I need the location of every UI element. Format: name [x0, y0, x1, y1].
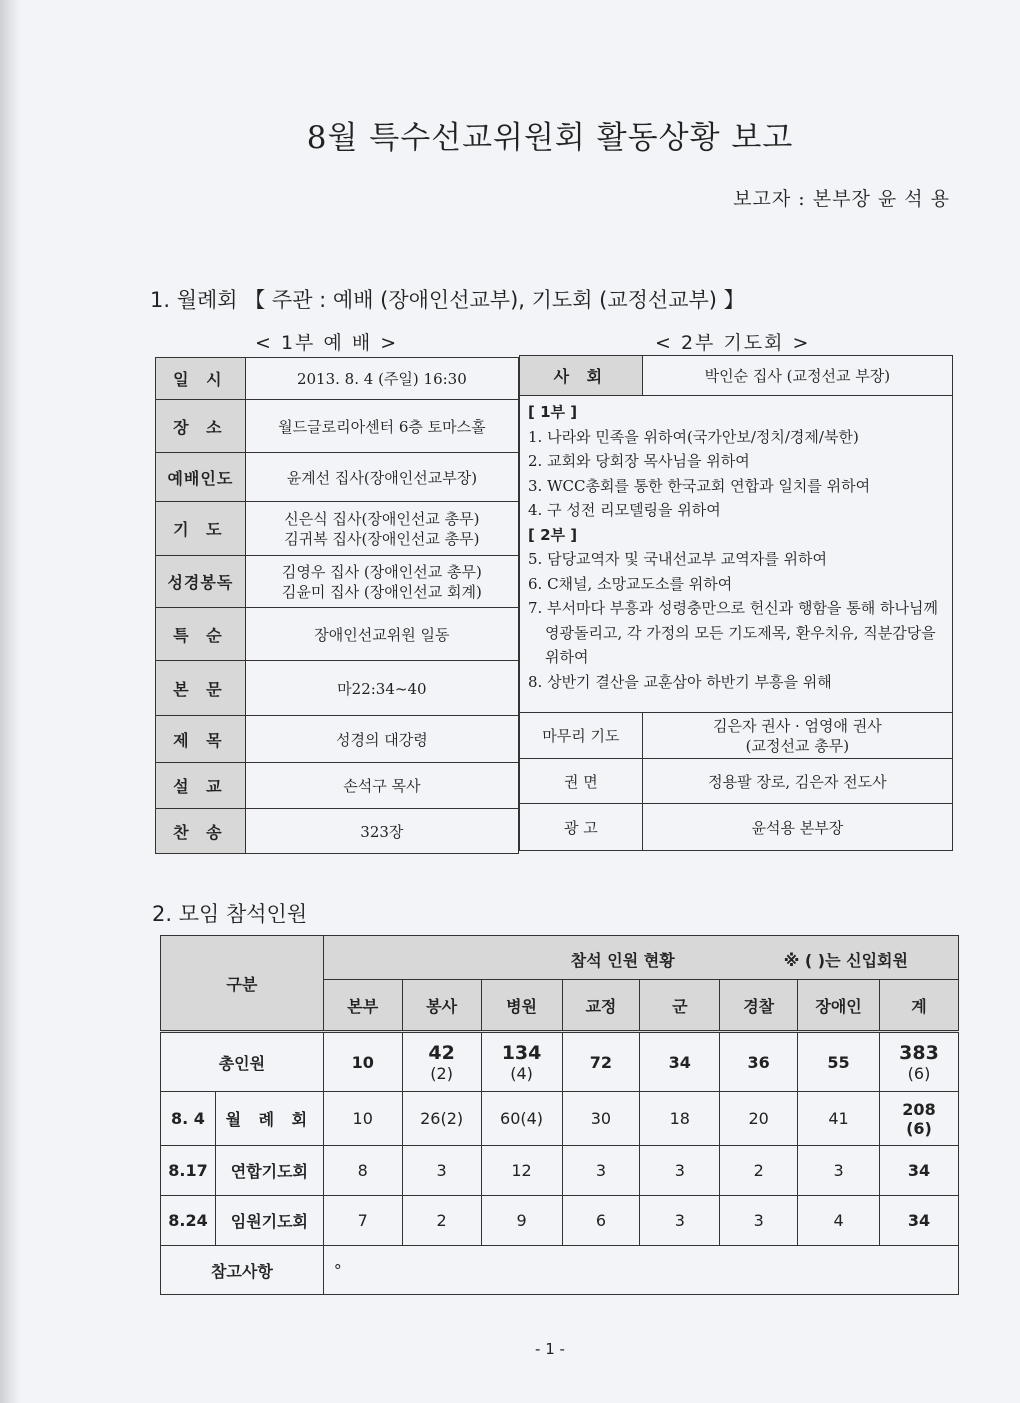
prayer-item: 5. 담당교역자 및 국내선교부 교역자를 위하여 — [528, 550, 827, 568]
reading-person-1: 김영우 집사 (장애인선교 총무) — [281, 562, 482, 581]
col-header: 장애인 — [798, 980, 880, 1032]
prayer-item: 2. 교회와 당회장 목사님을 위하여 — [528, 452, 750, 470]
part1-label: < 1부 예 배 > — [255, 332, 399, 354]
row-label-date: 일 시 — [156, 358, 246, 400]
col-header: 경찰 — [720, 980, 798, 1032]
total-value: 34 — [668, 1052, 691, 1072]
worship-table — [155, 357, 519, 854]
row-value: 60(4) — [481, 1092, 562, 1146]
exhort-value: 정용팔 장로, 김은자 전도사 — [642, 759, 952, 804]
total-value: 42 — [428, 1041, 455, 1064]
row-name: 임원기도회 — [215, 1196, 323, 1246]
row-date: 8.17 — [161, 1146, 216, 1196]
row-label-place: 장 소 — [156, 400, 246, 453]
total-sub: (6) — [907, 1063, 931, 1083]
row-value: 30 — [562, 1092, 640, 1146]
prayer-header-part2: [ 2부 ] — [528, 525, 578, 544]
row-value-special: 장애인선교위원 일동 — [245, 608, 518, 661]
row-value: 3 — [720, 1196, 798, 1246]
row-name: 월 례 회 — [215, 1092, 323, 1146]
row-value-subject: 성경의 대강령 — [245, 716, 518, 763]
row-value-leader: 윤계선 집사(장애인선교부장) — [245, 453, 518, 502]
row-value-hymn: 323장 — [245, 809, 518, 854]
row-label-reading: 성경봉독 — [156, 556, 246, 608]
row-label-leader: 예배인도 — [156, 453, 246, 502]
host-value: 박인순 집사 (교정선교 부장) — [642, 356, 952, 396]
reference-value: ° — [323, 1246, 958, 1295]
announce-value: 윤석용 본부장 — [642, 804, 952, 851]
attendance-table — [160, 935, 959, 1295]
row-value-prayer — [245, 502, 518, 556]
prayer-item: 1. 나라와 민족을 위하여(국가안보/정치/경제/북한) — [528, 427, 859, 446]
closing-prayer-label: 마무리 기도 — [520, 713, 643, 759]
reporter: 보고자 : 본부장 윤 석 용 — [733, 188, 950, 210]
row-value: 7 — [323, 1196, 402, 1246]
row-total: 34 — [880, 1196, 959, 1246]
total-cell — [640, 1032, 720, 1092]
total-label: 총인원 — [161, 1032, 324, 1092]
row-value: 41 — [798, 1092, 880, 1146]
row-label-subject: 제 목 — [156, 716, 246, 763]
total-sub: (2) — [430, 1063, 453, 1083]
total-cell — [880, 1032, 959, 1092]
row-value: 12 — [481, 1146, 562, 1196]
col-header: 교정 — [562, 980, 640, 1032]
row-label-sermon: 설 교 — [156, 763, 246, 809]
total-cell — [323, 1032, 402, 1092]
prayer-person-1: 신은식 집사(장애인선교 총무) — [284, 509, 480, 528]
section2-heading: 2. 모임 참석인원 — [152, 902, 308, 926]
row-date: 8. 4 — [161, 1092, 216, 1146]
status-header — [323, 936, 958, 980]
announce-label: 광 고 — [520, 804, 643, 851]
row-value: 2 — [720, 1146, 798, 1196]
prayer-item: 3. WCC총회를 통한 한국교회 연합과 일치를 위하여 — [528, 476, 871, 495]
new-member-note: ※ ( )는 신입회원 — [783, 951, 908, 970]
prayer-item: 6. C채널, 소망교도소를 위하여 — [528, 574, 733, 593]
page-title: 8월 특수선교위원회 활동상황 보고 — [306, 120, 794, 156]
row-total-value: 208 — [902, 1099, 936, 1119]
col-header: 본부 — [323, 980, 402, 1032]
row-value-sermon: 손석구 목사 — [245, 763, 518, 809]
row-value: 3 — [640, 1196, 720, 1246]
total-value: 72 — [589, 1052, 613, 1072]
row-value-text: 마22:34~40 — [245, 661, 518, 716]
col-header: 계 — [880, 980, 959, 1032]
prayer-header-part1: [ 1부 ] — [528, 403, 578, 421]
row-value: 6 — [562, 1196, 640, 1246]
prayer-topics — [520, 396, 953, 713]
closing-prayer-value — [642, 713, 952, 759]
host-label: 사 회 — [520, 356, 643, 396]
part2-label: < 2부 기도회 > — [655, 332, 811, 354]
reference-label: 참고사항 — [161, 1246, 324, 1295]
page-number: - 1 - — [535, 1340, 565, 1358]
row-label-special: 특 순 — [156, 608, 246, 661]
row-date: 8.24 — [161, 1196, 216, 1246]
row-value: 26(2) — [402, 1092, 481, 1146]
row-name: 연합기도회 — [215, 1146, 323, 1196]
col-header: 병원 — [481, 980, 562, 1032]
total-cell — [562, 1032, 640, 1092]
closing-prayer-people: 김은자 권사 · 엄영애 권사 — [712, 716, 882, 735]
row-value-place: 월드글로리아센터 6층 토마스홀 — [245, 400, 518, 453]
row-value-date: 2013. 8. 4 (주일) 16:30 — [245, 358, 518, 400]
total-cell — [798, 1032, 880, 1092]
row-value: 10 — [323, 1092, 402, 1146]
reading-person-2: 김윤미 집사 (장애인선교 회계) — [281, 582, 482, 601]
col-header: 군 — [640, 980, 720, 1032]
total-cell — [481, 1032, 562, 1092]
prayer-meeting-table — [519, 355, 953, 851]
row-total-sub: (6) — [906, 1118, 932, 1138]
row-value: 3 — [402, 1146, 481, 1196]
row-value: 3 — [562, 1146, 640, 1196]
category-header: 구분 — [161, 936, 324, 1032]
row-label-text: 본 문 — [156, 661, 246, 716]
total-cell — [402, 1032, 481, 1092]
scan-edge-shadow — [0, 0, 20, 1403]
section1-heading: 1. 월례회 【 주관 : 예배 (장애인선교부), 기도회 (교정선교부) 】 — [150, 288, 745, 312]
prayer-item: 4. 구 성전 리모델링을 위하여 — [528, 501, 721, 519]
row-value: 4 — [798, 1196, 880, 1246]
row-value: 8 — [323, 1146, 402, 1196]
prayer-item: 7. 부서마다 부흥과 성령충만으로 헌신과 행함을 통해 하나님께 영광돌리고, 각 가정의 모든 기도제목, 환우치유, 직분감당을 위하여 — [528, 599, 938, 666]
row-label-prayer: 기 도 — [156, 502, 246, 556]
total-value: 55 — [827, 1052, 850, 1072]
prayer-item: 8. 상반기 결산을 교훈삼아 하반기 부흥을 위해 — [528, 672, 832, 691]
row-value: 9 — [481, 1196, 562, 1246]
row-value: 3 — [798, 1146, 880, 1196]
row-value: 3 — [640, 1146, 720, 1196]
exhort-label: 권 면 — [520, 759, 643, 804]
status-label: 참석 인원 현황 — [570, 951, 675, 970]
row-total — [880, 1092, 959, 1146]
total-value: 36 — [747, 1052, 770, 1072]
row-value: 18 — [640, 1092, 720, 1146]
total-cell — [720, 1032, 798, 1092]
total-sub: (4) — [510, 1063, 533, 1083]
col-header: 봉사 — [402, 980, 481, 1032]
row-value-reading — [245, 556, 518, 608]
row-value: 2 — [402, 1196, 481, 1246]
total-value: 134 — [501, 1041, 542, 1064]
total-value: 10 — [351, 1052, 374, 1072]
row-total: 34 — [880, 1146, 959, 1196]
prayer-person-2: 김귀복 집사(장애인선교 총무) — [284, 529, 480, 548]
row-label-hymn: 찬 송 — [156, 809, 246, 854]
closing-prayer-role: (교정선교 총무) — [745, 736, 850, 755]
row-value: 20 — [720, 1092, 798, 1146]
total-value: 383 — [899, 1041, 939, 1064]
